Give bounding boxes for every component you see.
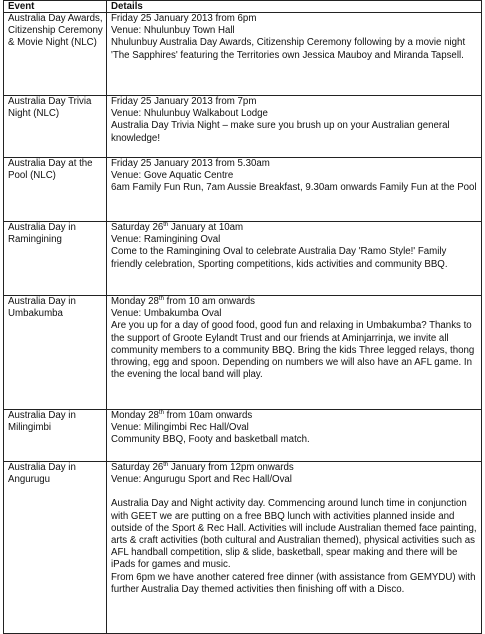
- event-cell: Australia Day in Ramingining: [4, 222, 107, 296]
- event-venue: Venue: Umbakumba Oval: [111, 308, 222, 320]
- header-details: Details: [107, 1, 482, 13]
- date-rest: January from 12pm onwards: [168, 462, 294, 473]
- event-description: Are you up for a day of good food, good fun and relaxing in Umbakumba? Thanks to the support of Groote Eylandt Trust and our friends at Aminjarrinja, we invite all community members to a community BBQ. Bring the kids Three legged relays, thong throwing, egg and spoon. Depending on numbers we will also have an AFL game. In the evening the local band will play.: [111, 320, 475, 381]
- event-description: Community BBQ, Footy and basketball match.: [111, 434, 310, 446]
- header-event: Event: [4, 1, 107, 13]
- details-cell: [107, 96, 482, 158]
- table-row: [4, 96, 482, 158]
- event-description-evening: From 6pm we have another catered free dinner (with assistance from GEMYDU) with further Australia Day themed activities then finishing off with a Disco.: [111, 571, 476, 595]
- event-date: [111, 222, 478, 234]
- event-description: Australia Day Trivia Night – make sure you brush up on your Australian general knowledge!: [111, 120, 450, 144]
- event-cell: Australia Day in Angurugu: [4, 462, 107, 634]
- event-cell: Australia Day at the Pool (NLC): [4, 158, 107, 222]
- date-rest: January at 10am: [168, 222, 244, 233]
- details-cell: [107, 222, 482, 296]
- date-rest: from 10am onwards: [163, 410, 253, 421]
- event-date: [111, 296, 478, 308]
- event-cell: Australia Day in Milingimbi: [4, 410, 107, 462]
- details-cell: [107, 158, 482, 222]
- date-text: Monday 28: [111, 296, 159, 307]
- event-cell: Australia Day Awards, Citizenship Ceremony & Movie Night (NLC): [4, 13, 107, 96]
- table-row: [4, 158, 482, 222]
- table-row: [4, 222, 482, 296]
- date-ordinal: th: [158, 296, 164, 302]
- event-venue: Venue: Milingimbi Rec Hall/Oval: [111, 422, 249, 434]
- event-venue: Venue: Ramingining Oval: [111, 234, 221, 246]
- events-table: [3, 0, 482, 634]
- date-ordinal: th: [163, 462, 169, 468]
- event-venue: Venue: Nhulunbuy Walkabout Lodge: [111, 108, 268, 120]
- details-cell: [107, 13, 482, 96]
- event-venue: Venue: Angurugu Sport and Rec Hall/Oval: [111, 474, 292, 486]
- date-text: Saturday 26: [111, 462, 164, 473]
- event-description: Come to the Ramingining Oval to celebrate Australia Day 'Ramo Style!' Family friendly celebration, Sporting competitions, kids activities and community BBQ.: [111, 246, 448, 270]
- event-venue: Venue: Nhulunbuy Town Hall: [111, 25, 235, 37]
- date-ordinal: th: [158, 410, 164, 416]
- table-row: [4, 296, 482, 410]
- event-date: [111, 462, 478, 474]
- event-date: Friday 25 January 2013 from 5.30am: [111, 158, 270, 169]
- event-venue: Venue: Gove Aquatic Centre: [111, 170, 234, 182]
- date-text: Monday 28: [111, 410, 159, 421]
- event-date: [111, 410, 478, 422]
- details-cell: [107, 410, 482, 462]
- event-description: 6am Family Fun Run, 7am Aussie Breakfast, 9.30am onwards Family Fun at the Pool: [111, 182, 477, 194]
- event-date: Friday 25 January 2013 from 7pm: [111, 96, 257, 107]
- table-row: [4, 410, 482, 462]
- date-text: Saturday 26: [111, 222, 164, 233]
- date-rest: from 10 am onwards: [163, 296, 255, 307]
- event-cell: Australia Day Trivia Night (NLC): [4, 96, 107, 158]
- table-row: [4, 462, 482, 634]
- details-cell: [107, 296, 482, 410]
- event-cell: Australia Day in Umbakumba: [4, 296, 107, 410]
- details-cell: [107, 462, 482, 634]
- date-ordinal: th: [163, 222, 169, 228]
- event-description: Australia Day and Night activity day. Commencing around lunch time in conjunction with GEET we are putting on a free BBQ lunch with activities planned inside and outside of the Sport & Rec Hall. Activities will include Australian themed face painting, arts & craft activities (both cultural and Australian themed), physical activities such as AFL handball competition, slip & slide, basketball, spear making and there will be iPads for games and music.: [111, 498, 477, 571]
- table-row: [4, 13, 482, 96]
- blank-line: [111, 486, 478, 498]
- event-date: Friday 25 January 2013 from 6pm: [111, 13, 257, 24]
- header-row: [4, 1, 482, 13]
- event-description: Nhulunbuy Australia Day Awards, Citizenship Ceremony following by a movie night 'The Sapphires' featuring the Territories own Jessica Mauboy and Miranda Tapsell.: [111, 37, 466, 61]
